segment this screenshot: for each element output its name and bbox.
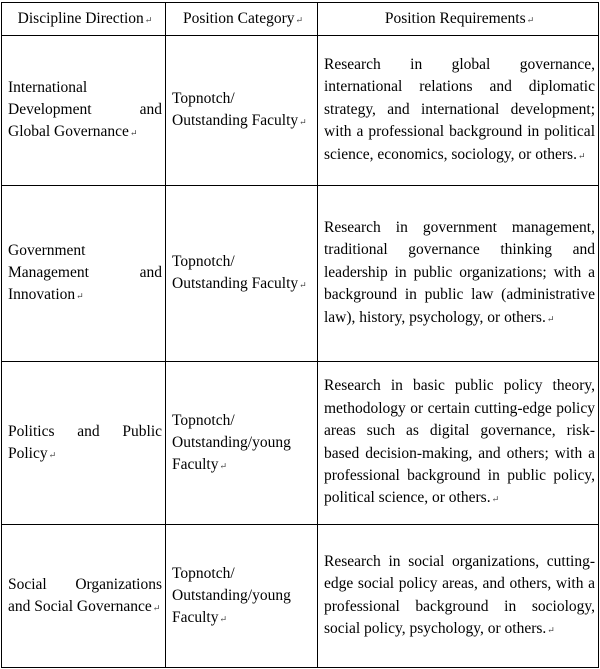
discipline-cell: Government Management and Innovation↵ [2,186,166,362]
paragraph-mark-icon: ↵ [547,624,555,635]
header-position-requirements: Position Requirements↵ [318,3,599,36]
positions-table [1,2,599,668]
paragraph-mark-icon: ↵ [295,15,304,25]
paragraph-mark-icon: ↵ [129,128,138,138]
requirements-cell: Research in basic public policy theory, methodology or certain cutting-edge policy areas such as digital governance, risk-based decision-making, and others; with a professional background in public policy, political science, or others.↵ [318,362,599,525]
header-row [2,3,599,36]
paragraph-mark-icon: ↵ [491,494,500,505]
paragraph-mark-icon: ↵ [577,150,586,161]
category-cell: Topnotch/ Outstanding/young Faculty↵ [166,362,318,525]
paragraph-mark-icon: ↵ [219,613,228,624]
paragraph-mark-icon: ↵ [144,15,153,25]
discipline-cell: International Development and Global Governance↵ [2,36,166,186]
paragraph-mark-icon: ↵ [526,15,535,25]
category-cell: Topnotch/ Outstanding Faculty↵ [166,36,318,186]
requirements-cell: Research in government management, traditional governance thinking and leadership in public organizations; with a background in public law (administrative law), history, psychology, or others.↵ [318,186,599,362]
table-row [2,36,599,186]
category-cell: Topnotch/ Outstanding Faculty↵ [166,186,318,362]
discipline-cell: Social Organizations and Social Governance↵ [2,525,166,668]
paragraph-mark-icon: ↵ [219,460,228,471]
table-row [2,362,599,525]
table-row [2,525,599,668]
category-cell: Topnotch/ Outstanding/young Faculty↵ [166,525,318,668]
paragraph-mark-icon: ↵ [152,602,161,613]
paragraph-mark-icon: ↵ [546,313,555,324]
header-discipline-direction: Discipline Direction↵ [2,3,166,36]
requirements-cell: Research in global governance, international relations and diplomatic strategy, and international development; with a professional background in political science, economics, sociology, or others.↵ [318,36,599,186]
paragraph-mark-icon: ↵ [299,280,307,290]
paragraph-mark-icon: ↵ [48,449,57,460]
table-row [2,186,599,362]
paragraph-mark-icon: ↵ [299,117,307,127]
requirements-cell: Research in social organizations, cutting-edge social policy areas, and others, with a professional background in sociology, social policy, psychology, or others.↵ [318,525,599,668]
paragraph-mark-icon: ↵ [76,291,84,301]
discipline-cell: Politics and Public Policy↵ [2,362,166,525]
header-position-category: Position Category↵ [166,3,318,36]
